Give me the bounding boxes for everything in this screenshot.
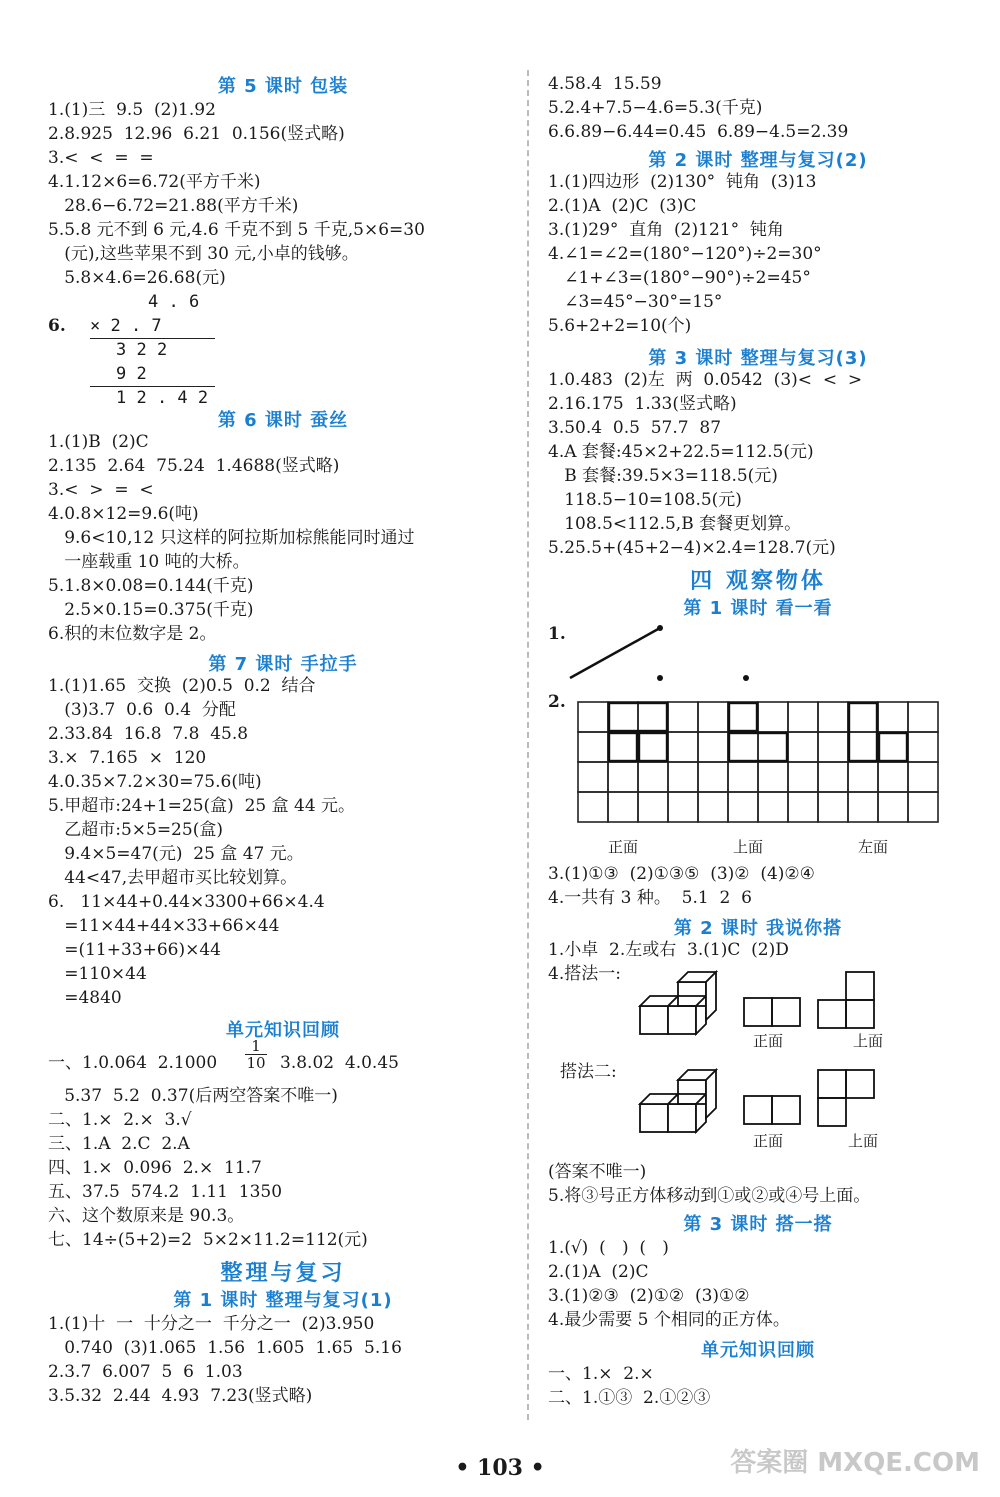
text-line: 0.740 (3)1.065 1.56 1.605 1.65 5.16 <box>48 1338 402 1358</box>
text-line: B 套餐:39.5×3=118.5(元) <box>548 466 778 486</box>
q1-label: 1. <box>548 624 566 644</box>
text-line: 三、1.A 2.C 2.A <box>48 1134 190 1154</box>
grid-cell <box>608 762 638 792</box>
text-line: 118.5−10=108.5(元) <box>548 490 742 510</box>
text-line: 4.一共有 3 种。 5.1 2 6 <box>548 888 752 908</box>
text-line: 108.5<112.5,B 套餐更划算。 <box>548 514 802 534</box>
grid-cell <box>908 702 938 732</box>
watermark-logo: 答案圈 MXQE.COM <box>730 1448 980 1478</box>
grid-cell <box>668 792 698 822</box>
text-line: 2.8.925 12.96 6.21 0.156(竖式略) <box>48 124 345 144</box>
q1-figure <box>548 618 968 690</box>
grid-cell <box>758 732 788 762</box>
heading-review: 整理与复习 <box>220 1261 346 1286</box>
q1-dot <box>657 625 663 631</box>
text-line: 28.6−6.72=21.88(平方千米) <box>48 196 299 216</box>
grid-cell <box>908 762 938 792</box>
text-line: 4.1.12×6=6.72(平方千米) <box>48 172 261 192</box>
grid-cell <box>908 792 938 822</box>
text-line: =11×44+44×33+66×44 <box>48 916 280 936</box>
method2-figures <box>636 1066 976 1146</box>
heading-unit4-review: 单元知识回顾 <box>701 1340 815 1361</box>
text-line: 5.37 5.2 0.37(后两空答案不唯一) <box>48 1086 338 1106</box>
text-line: 1.(1)四边形 (2)130° 钝角 (3)13 <box>548 172 817 192</box>
fraction <box>245 1038 267 1071</box>
heading-lesson6: 第 6 课时 蚕丝 <box>217 410 349 431</box>
text-line: 2.33.84 16.8 7.8 45.8 <box>48 724 249 744</box>
method1-cubes <box>640 972 716 1034</box>
vm-row: 9 2 <box>116 364 147 384</box>
grid-cell <box>788 762 818 792</box>
method2-front-view <box>744 1096 800 1124</box>
text-line: 3.(1)①③ (2)①③⑤ (3)② (4)②④ <box>548 864 815 884</box>
text-line: 3.8.02 4.0.45 <box>280 1053 399 1073</box>
grid-cell <box>728 702 758 732</box>
text-line: 二、1.①③ 2.①②③ <box>548 1388 711 1408</box>
heading-review-lesson2: 第 2 课时 整理与复习(2) <box>648 150 868 171</box>
grid-cell <box>908 732 938 762</box>
method1-top-view <box>818 972 874 1028</box>
text-line: 9.6<10,12 只这样的阿拉斯加棕熊能同时通过 <box>48 528 415 548</box>
grid-cell <box>818 702 848 732</box>
fraction-numerator: 1 <box>251 1037 261 1055</box>
text-line: 1.(√) ( ) ( ) <box>548 1238 669 1258</box>
text-line: 4.最少需要 5 个相同的正方体。 <box>548 1310 790 1330</box>
text-line: 4.搭法一: <box>548 964 621 984</box>
text-line: ∠3=45°−30°=15° <box>548 292 723 312</box>
grid-cell <box>578 732 608 762</box>
text-line: 五、37.5 574.2 1.11 1350 <box>48 1182 283 1202</box>
grid-cell <box>758 762 788 792</box>
heading-unit4: 四 观察物体 <box>690 569 826 594</box>
grid-cell <box>878 762 908 792</box>
grid-cell <box>698 702 728 732</box>
q1-dot <box>743 675 749 681</box>
grid-answer-shape <box>609 733 637 761</box>
grid-cell <box>848 762 878 792</box>
text-line: 5.5.8 元不到 6 元,4.6 千克不到 5 千克,5×6=30 <box>48 220 425 240</box>
text-line: 3.50.4 0.5 57.7 87 <box>548 418 722 438</box>
grid-cell <box>788 792 818 822</box>
text-line: 六、这个数原来是 90.3。 <box>48 1206 245 1226</box>
grid-cell <box>728 732 758 762</box>
q2-label: 2. <box>548 692 566 712</box>
text-line: (元),这些苹果不到 30 元,小卓的钱够。 <box>48 244 359 264</box>
text-line: 6.积的末位数字是 2。 <box>48 624 217 644</box>
three-view-grid <box>576 700 941 825</box>
text-line: 4.A 套餐:45×2+22.5=112.5(元) <box>548 442 814 462</box>
text-line: 3.× 7.165 × 120 <box>48 748 207 768</box>
text-line: 2.16.175 1.33(竖式略) <box>548 394 737 414</box>
text-line: 44<47,去甲超市买比较划算。 <box>48 868 298 888</box>
text-line: 七、14÷(5+2)=2 5×2×11.2=112(元) <box>48 1230 368 1250</box>
text-line: 1.小卓 2.左或右 3.(1)C (2)D <box>548 940 789 960</box>
heading-unit4-lesson1: 第 1 课时 看一看 <box>683 598 833 619</box>
text-line: 5.8×4.6=26.68(元) <box>48 268 226 288</box>
text-line: 5.6+2+2=10(个) <box>548 316 692 336</box>
text-line: 3.< < = = <box>48 148 154 168</box>
method1-front-view <box>744 998 800 1026</box>
method2-cubes <box>640 1070 716 1132</box>
text-line: 四、1.× 0.096 2.× 11.7 <box>48 1158 262 1178</box>
heading-lesson7: 第 7 课时 手拉手 <box>208 654 358 675</box>
text-line: 4.0.35×7.2×30=75.6(吨) <box>48 772 262 792</box>
grid-cell <box>788 702 818 732</box>
q1-dot <box>657 675 663 681</box>
vm-row: 4 . 6 <box>148 292 200 312</box>
text-line: 3.5.32 2.44 4.93 7.23(竖式略) <box>48 1386 313 1406</box>
grid-cell <box>668 702 698 732</box>
text-line: 4.0.8×12=9.6(吨) <box>48 504 199 524</box>
grid-cell <box>818 732 848 762</box>
grid-cell <box>578 702 608 732</box>
fraction-denominator: 10 <box>246 1054 266 1072</box>
text-line: 1.(1)B (2)C <box>48 432 149 452</box>
grid-answer-shape <box>729 703 757 731</box>
text-line: 2.5×0.15=0.375(千克) <box>48 600 254 620</box>
grid-cell <box>638 792 668 822</box>
text-line: 4.∠1=∠2=(180°−120°)÷2=30° <box>548 244 822 264</box>
grid-cell <box>608 702 638 732</box>
grid-cell <box>578 792 608 822</box>
text-line: (答案不唯一) <box>548 1162 647 1182</box>
text-line: 二、1.× 2.× 3.√ <box>48 1110 192 1130</box>
heading-unit4-lesson3: 第 3 课时 搭一搭 <box>683 1214 833 1235</box>
text-line: 5.25.5+(45+2−4)×2.4=128.7(元) <box>548 538 836 558</box>
text-line: 6.6.89−6.44=0.45 6.89−4.5=2.39 <box>548 122 849 142</box>
grid-cell <box>638 732 668 762</box>
grid-cell <box>878 792 908 822</box>
text-line: 2.3.7 6.007 5 6 1.03 <box>48 1362 243 1382</box>
text-line: 3.< > = < <box>48 480 154 500</box>
caption-top: 上面 <box>733 838 764 856</box>
text-line: ∠1+∠3=(180°−90°)÷2=45° <box>548 268 811 288</box>
grid-cell <box>818 762 848 792</box>
caption-left: 左面 <box>858 838 889 856</box>
text-line: 5.1.8×0.08=0.144(千克) <box>48 576 254 596</box>
text-line: 9.4×5=47(元) 25 盒 47 元。 <box>48 844 304 864</box>
caption-method1-top: 上面 <box>853 1032 884 1050</box>
text-line: 2.(1)A (2)C (3)C <box>548 196 697 216</box>
grid-cell <box>848 792 878 822</box>
grid-cell <box>698 792 728 822</box>
grid-cell <box>668 732 698 762</box>
text-line: 3.(1)②③ (2)①② (3)①② <box>548 1286 750 1306</box>
caption-method2-top: 上面 <box>848 1132 879 1150</box>
text-line: 1.(1)三 9.5 (2)1.92 <box>48 100 216 120</box>
text-line: 1.(1)十 一 十分之一 千分之一 (2)3.950 <box>48 1314 375 1334</box>
grid-cell <box>638 702 668 732</box>
heading-review-lesson1: 第 1 课时 整理与复习(1) <box>173 1290 393 1311</box>
heading-review-lesson3: 第 3 课时 整理与复习(3) <box>648 348 868 369</box>
grid-answer-shape <box>639 733 667 761</box>
grid-cell <box>728 762 758 792</box>
method2-top-view <box>818 1070 874 1126</box>
grid-cell <box>638 762 668 792</box>
text-line: 5.2.4+7.5−4.6=5.3(千克) <box>548 98 763 118</box>
caption-method1-front: 正面 <box>753 1032 784 1050</box>
caption-front: 正面 <box>608 838 639 856</box>
grid-cell <box>878 732 908 762</box>
vm-row: × 2 . 7 <box>90 316 162 336</box>
method1-figures <box>636 968 976 1048</box>
grid-cell <box>818 792 848 822</box>
page-number: • 103 • <box>455 1455 545 1481</box>
text-line: =(11+33+66)×44 <box>48 940 221 960</box>
text-line: (3)3.7 0.6 0.4 分配 <box>48 700 236 720</box>
text-line: 一座载重 10 吨的大桥。 <box>48 552 250 572</box>
text-line: 5.将③号正方体移动到①或②或④号上面。 <box>548 1186 871 1206</box>
vm-row: 1 2 . 4 2 <box>116 388 209 408</box>
text-line: 2.135 2.64 75.24 1.4688(竖式略) <box>48 456 340 476</box>
grid-answer-shape <box>879 733 907 761</box>
grid-cell <box>698 732 728 762</box>
grid-cell <box>848 732 878 762</box>
vm-row: 3 2 2 <box>116 340 168 360</box>
text-line: 3.(1)29° 直角 (2)121° 钝角 <box>548 220 784 240</box>
text-line: 搭法二: <box>560 1062 617 1082</box>
text-line: 4.58.4 15.59 <box>548 74 662 94</box>
grid-cell <box>758 792 788 822</box>
text-line: 一、1.× 2.× <box>548 1364 654 1384</box>
grid-cell <box>608 792 638 822</box>
heading-unit4-lesson2: 第 2 课时 我说你搭 <box>673 918 843 939</box>
grid-cell <box>848 702 878 732</box>
text-line: 6. 11×44+0.44×3300+66×4.4 <box>48 892 325 912</box>
grid-cell <box>668 762 698 792</box>
vm-label: 6. <box>48 316 66 336</box>
grid-cell <box>878 702 908 732</box>
text-line: 1.0.483 (2)左 两 0.0542 (3)< < > <box>548 370 863 390</box>
grid-cell <box>788 732 818 762</box>
grid-cell <box>758 702 788 732</box>
q1-line-segment <box>570 628 660 678</box>
grid-cell <box>578 762 608 792</box>
text-line: =4840 <box>48 988 122 1008</box>
heading-lesson5: 第 5 课时 包装 <box>217 76 349 97</box>
grid-cell <box>608 732 638 762</box>
text-line: 1.(1)1.65 交换 (2)0.5 0.2 结合 <box>48 676 316 696</box>
caption-method2-front: 正面 <box>753 1132 784 1150</box>
heading-unit-review: 单元知识回顾 <box>226 1020 340 1041</box>
text-line: 一、1.0.064 2.1000 <box>48 1053 218 1073</box>
column-divider <box>527 70 529 1420</box>
text-line: 2.(1)A (2)C <box>548 1262 649 1282</box>
grid-cell <box>698 762 728 792</box>
text-line: =110×44 <box>48 964 147 984</box>
text-line: 5.甲超市:24+1=25(盒) 25 盒 44 元。 <box>48 796 356 816</box>
grid-cell <box>728 792 758 822</box>
text-line: 乙超市:5×5=25(盒) <box>48 820 223 840</box>
